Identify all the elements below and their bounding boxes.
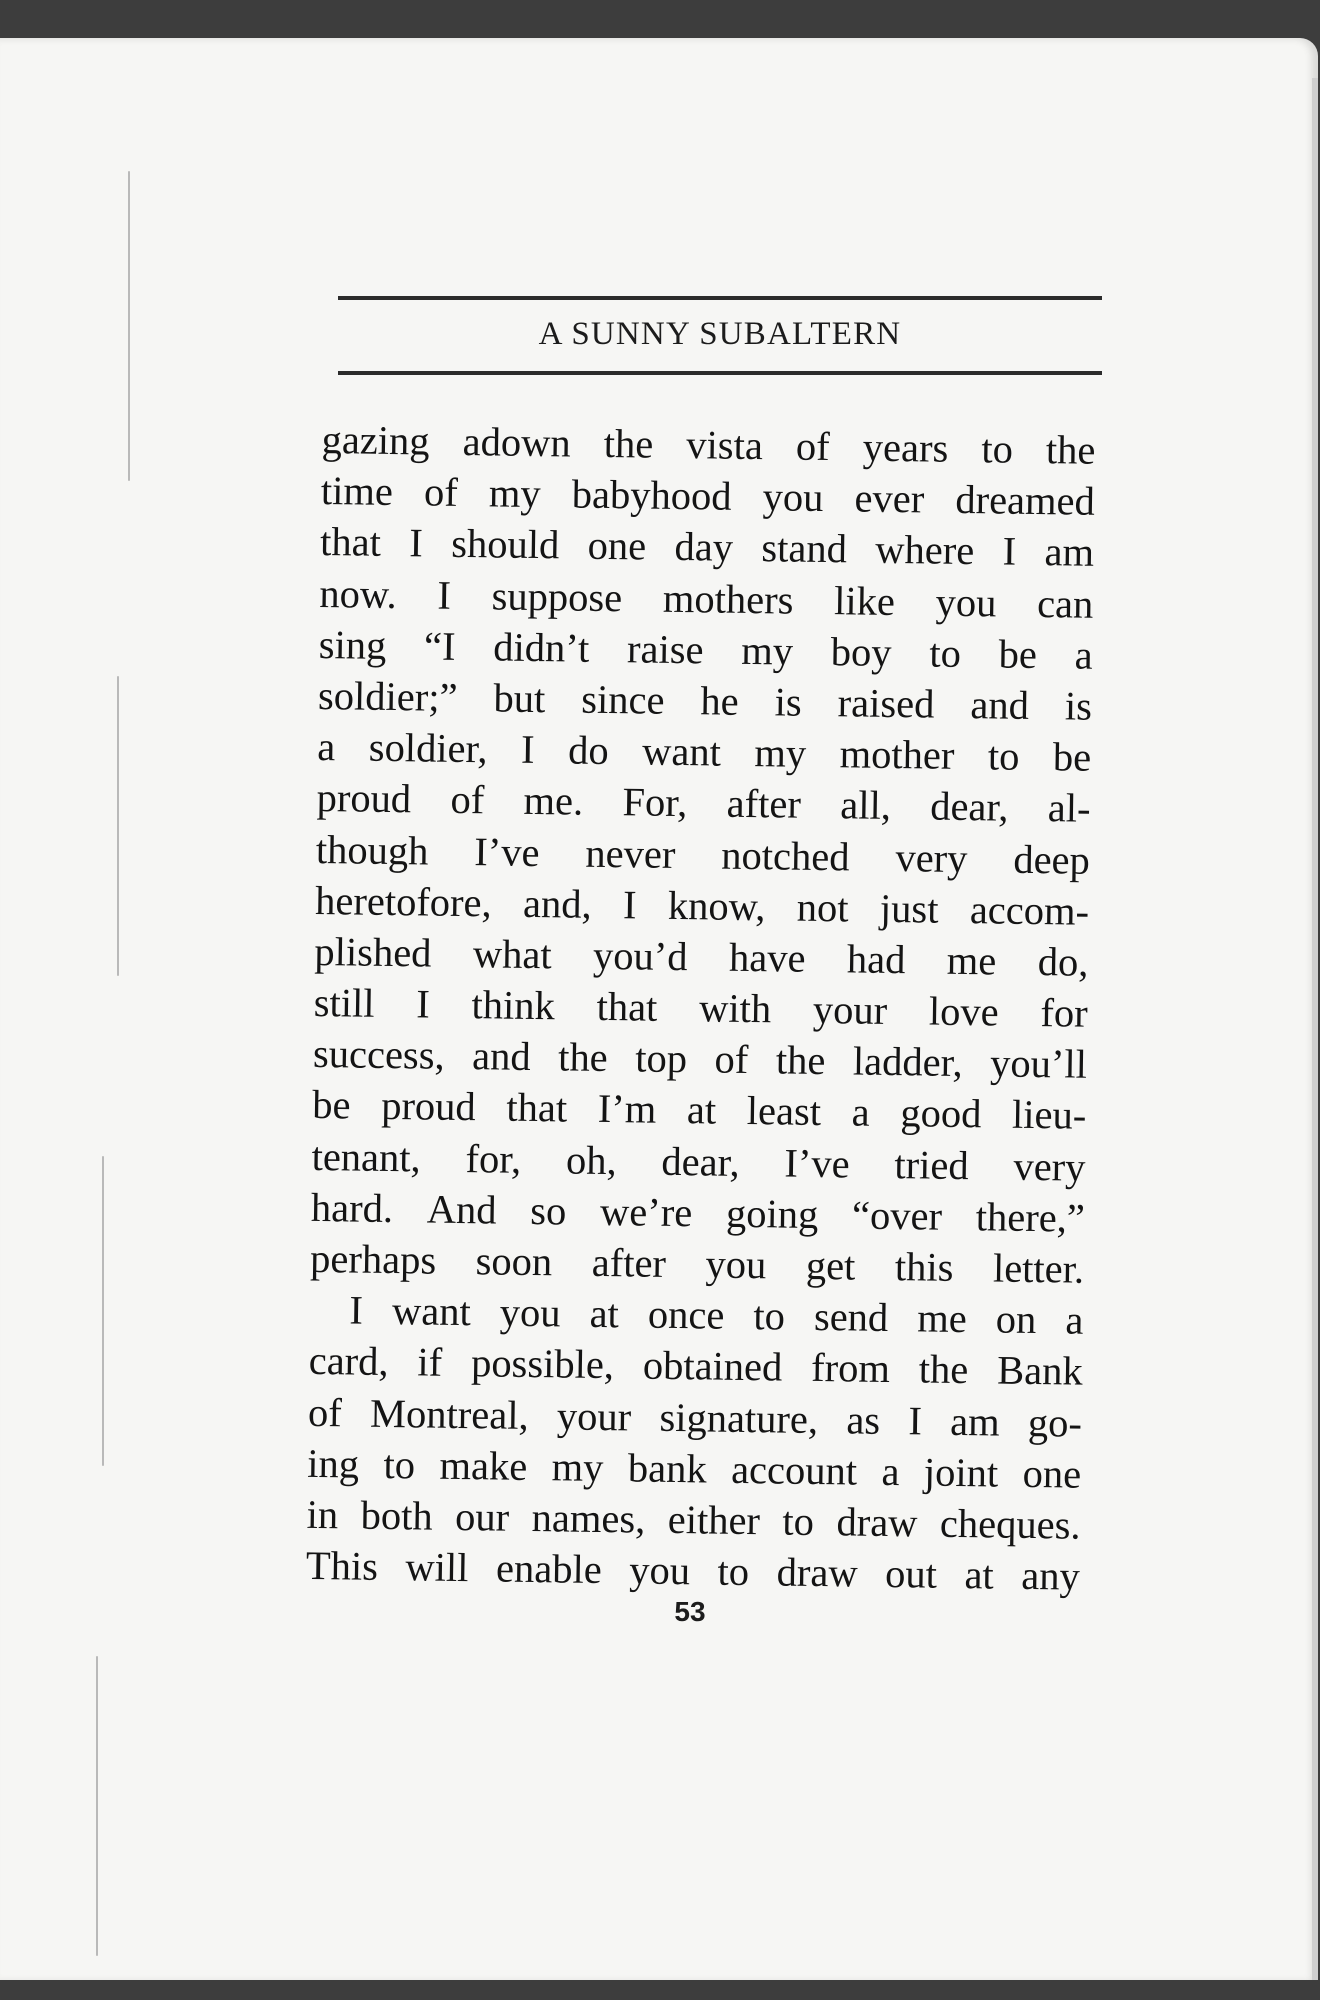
- word: you: [628, 1547, 691, 1594]
- word: possible,: [470, 1340, 615, 1388]
- word: is: [1064, 683, 1093, 729]
- word: the: [775, 1037, 826, 1084]
- word: names,: [531, 1494, 646, 1542]
- word: card,: [308, 1338, 389, 1385]
- word: the: [557, 1034, 609, 1081]
- word: boy: [830, 628, 892, 675]
- word: years: [862, 424, 949, 471]
- word: heretofore,: [314, 877, 493, 926]
- word: our: [454, 1493, 510, 1540]
- word: can: [1036, 580, 1094, 627]
- word: he: [700, 678, 740, 724]
- word: but: [493, 675, 546, 722]
- word: you’d: [592, 932, 688, 980]
- word: soon: [475, 1238, 553, 1285]
- word: you: [762, 474, 824, 521]
- word: to: [981, 426, 1014, 472]
- page-edge: [1312, 78, 1318, 2000]
- book-page: [0, 38, 1318, 1982]
- word: raised: [837, 680, 935, 727]
- word: I: [908, 1397, 923, 1444]
- binding-stitch: [96, 1656, 98, 1956]
- word: al-: [1047, 785, 1091, 832]
- word: as: [846, 1396, 881, 1443]
- word: now.: [319, 570, 398, 617]
- word: suppose: [491, 572, 623, 620]
- word: and,: [522, 880, 593, 927]
- word: me: [946, 937, 997, 984]
- word: do: [567, 727, 609, 774]
- body-text: [306, 414, 1096, 1602]
- word: I: [1002, 528, 1017, 575]
- word: that: [596, 983, 658, 1030]
- word: “over: [851, 1192, 943, 1239]
- word: and: [471, 1033, 532, 1080]
- text-line: [308, 1386, 1083, 1448]
- word: didn’t: [493, 624, 590, 671]
- word: your: [812, 986, 888, 1034]
- word: success,: [312, 1031, 445, 1079]
- word: of: [307, 1389, 343, 1435]
- word: least: [746, 1088, 822, 1135]
- word: you’ll: [989, 1040, 1088, 1087]
- word: oh,: [565, 1137, 618, 1183]
- word: the: [918, 1346, 969, 1393]
- text-line: [314, 926, 1089, 988]
- word: I: [622, 881, 637, 928]
- word: me: [916, 1295, 968, 1342]
- word: for: [1040, 990, 1089, 1036]
- word: be: [998, 631, 1038, 677]
- word: like: [833, 577, 896, 624]
- word: had: [846, 936, 906, 983]
- word: signature,: [659, 1394, 819, 1442]
- text-line: [317, 721, 1092, 783]
- word: think: [471, 982, 556, 1029]
- word: to: [929, 630, 962, 676]
- word: ladder,: [852, 1038, 963, 1086]
- page-number: 53: [674, 1596, 706, 1627]
- word: account: [730, 1446, 858, 1494]
- word: since: [580, 676, 665, 723]
- word: a: [881, 1448, 900, 1494]
- word: dear,: [929, 783, 1009, 830]
- word: very: [1013, 1143, 1086, 1190]
- word: I’ve: [474, 828, 540, 875]
- word: I’m: [597, 1086, 657, 1133]
- word: proud: [380, 1083, 477, 1130]
- word: cheques.: [939, 1500, 1081, 1548]
- word: my: [488, 470, 542, 517]
- word: ing: [307, 1440, 360, 1487]
- word: time: [320, 468, 394, 515]
- binding-stitch: [128, 171, 130, 481]
- word: draw: [776, 1549, 858, 1596]
- word: perhaps: [309, 1235, 437, 1283]
- word: a: [1074, 632, 1093, 678]
- word: send: [813, 1294, 889, 1341]
- word: letter.: [992, 1245, 1085, 1292]
- word: to: [987, 733, 1020, 779]
- word: all,: [839, 782, 892, 829]
- word: from: [810, 1345, 891, 1392]
- word: soldier,: [368, 724, 488, 772]
- word: one: [1022, 1450, 1082, 1497]
- word: just: [879, 885, 939, 932]
- word: plished: [314, 928, 432, 976]
- word: notched: [721, 832, 850, 879]
- header-rule-bottom: [338, 371, 1102, 375]
- word: be: [1052, 734, 1092, 780]
- word: of: [423, 469, 459, 516]
- word: so: [529, 1187, 567, 1234]
- word: vista: [686, 422, 764, 469]
- word: any: [1020, 1553, 1081, 1599]
- word: the: [1045, 427, 1096, 473]
- word: gazing: [321, 416, 430, 464]
- binding-stitches: [60, 76, 180, 2000]
- word: this: [894, 1244, 954, 1290]
- word: with: [698, 985, 772, 1032]
- word: top: [634, 1035, 688, 1082]
- word: love: [928, 988, 999, 1035]
- header-rule-top: [338, 296, 1102, 300]
- word: And: [426, 1186, 497, 1233]
- word: tenant,: [311, 1133, 422, 1181]
- word: is: [774, 679, 803, 725]
- word: a: [1065, 1297, 1084, 1343]
- word: lieu-: [1011, 1092, 1087, 1139]
- word: go-: [1027, 1399, 1083, 1446]
- word: tried: [894, 1141, 970, 1188]
- word: good: [900, 1090, 982, 1137]
- word: of: [795, 423, 831, 470]
- running-title: A SUNNY SUBALTERN: [538, 316, 902, 352]
- word: I: [349, 1287, 364, 1333]
- word: your: [556, 1392, 632, 1439]
- word: Bank: [996, 1347, 1084, 1395]
- word: at: [964, 1552, 995, 1598]
- word: be: [312, 1082, 351, 1128]
- word: babyhood: [571, 471, 732, 519]
- word: joint: [923, 1449, 999, 1496]
- word: deep: [1013, 836, 1091, 883]
- binding-stitch: [102, 1156, 104, 1466]
- word: never: [585, 830, 676, 877]
- word: me.: [523, 778, 584, 824]
- word: I: [409, 520, 424, 566]
- word: you: [499, 1289, 561, 1336]
- word: get: [805, 1242, 856, 1289]
- word: day: [674, 524, 734, 571]
- word: mother: [839, 731, 955, 778]
- word: am: [949, 1398, 1001, 1445]
- word: though: [315, 826, 429, 874]
- word: of: [714, 1036, 749, 1083]
- word: am: [1044, 529, 1095, 576]
- word: want: [391, 1288, 472, 1335]
- word: you: [705, 1241, 767, 1288]
- word: my: [551, 1444, 604, 1490]
- word: one: [587, 523, 647, 569]
- word: For,: [622, 779, 688, 826]
- word: hard.: [310, 1184, 394, 1231]
- word: still: [313, 980, 375, 1026]
- word: both: [360, 1492, 433, 1539]
- word: to: [383, 1441, 416, 1488]
- word: on: [995, 1296, 1037, 1343]
- word: there,”: [975, 1194, 1086, 1241]
- word: a: [317, 724, 336, 770]
- word: This: [305, 1543, 379, 1590]
- word: should: [450, 521, 560, 568]
- word: after: [591, 1239, 667, 1286]
- word: want: [641, 728, 722, 775]
- word: where: [875, 527, 975, 574]
- word: enable: [495, 1545, 603, 1593]
- word: accom-: [969, 886, 1090, 934]
- word: obtained: [642, 1342, 783, 1390]
- word: the: [603, 420, 654, 467]
- word: make: [439, 1442, 528, 1489]
- word: my: [741, 627, 794, 674]
- word: know,: [667, 882, 766, 929]
- word: very: [895, 834, 968, 881]
- word: my: [754, 730, 807, 776]
- word: have: [728, 934, 806, 981]
- text-line: [312, 1079, 1087, 1141]
- word: I: [520, 726, 535, 773]
- word: what: [472, 931, 552, 978]
- word: a: [851, 1089, 871, 1136]
- word: going: [725, 1190, 819, 1237]
- binding-stitch: [117, 676, 119, 976]
- text-line: [306, 1540, 1081, 1602]
- word: I: [416, 981, 431, 1027]
- word: sing: [318, 621, 387, 668]
- word: out: [884, 1551, 938, 1597]
- word: to: [753, 1293, 786, 1339]
- word: dreamed: [955, 477, 1096, 524]
- word: after: [726, 781, 802, 828]
- word: I’ve: [784, 1140, 851, 1187]
- text-line: [321, 465, 1096, 527]
- word: in: [306, 1491, 339, 1538]
- word: adown: [462, 418, 571, 466]
- word: soldier;”: [317, 672, 458, 720]
- word: will: [405, 1544, 469, 1591]
- word: bank: [627, 1445, 708, 1492]
- word: either: [667, 1496, 761, 1544]
- word: Montreal,: [369, 1390, 529, 1438]
- word: draw: [836, 1499, 918, 1546]
- word: if: [417, 1339, 443, 1386]
- word: at: [686, 1087, 717, 1134]
- word: “I: [423, 623, 456, 669]
- word: to: [717, 1548, 750, 1595]
- word: that: [506, 1085, 568, 1131]
- word: dear,: [661, 1138, 741, 1185]
- word: mothers: [662, 575, 794, 623]
- word: you: [935, 579, 997, 625]
- word: ever: [854, 475, 925, 522]
- word: and: [970, 682, 1030, 728]
- word: for,: [465, 1135, 522, 1182]
- word: proud: [316, 775, 412, 822]
- word: of: [450, 777, 485, 823]
- word: at: [589, 1291, 620, 1337]
- word: to: [782, 1498, 815, 1544]
- word: we’re: [599, 1188, 693, 1236]
- scan-background: [0, 1980, 1320, 2000]
- word: raise: [626, 626, 704, 673]
- word: not: [796, 884, 849, 931]
- word: once: [647, 1291, 725, 1338]
- word: that: [319, 519, 382, 566]
- word: I: [437, 572, 452, 618]
- word: stand: [761, 525, 848, 572]
- running-head: [338, 296, 1102, 375]
- word: do,: [1037, 938, 1089, 985]
